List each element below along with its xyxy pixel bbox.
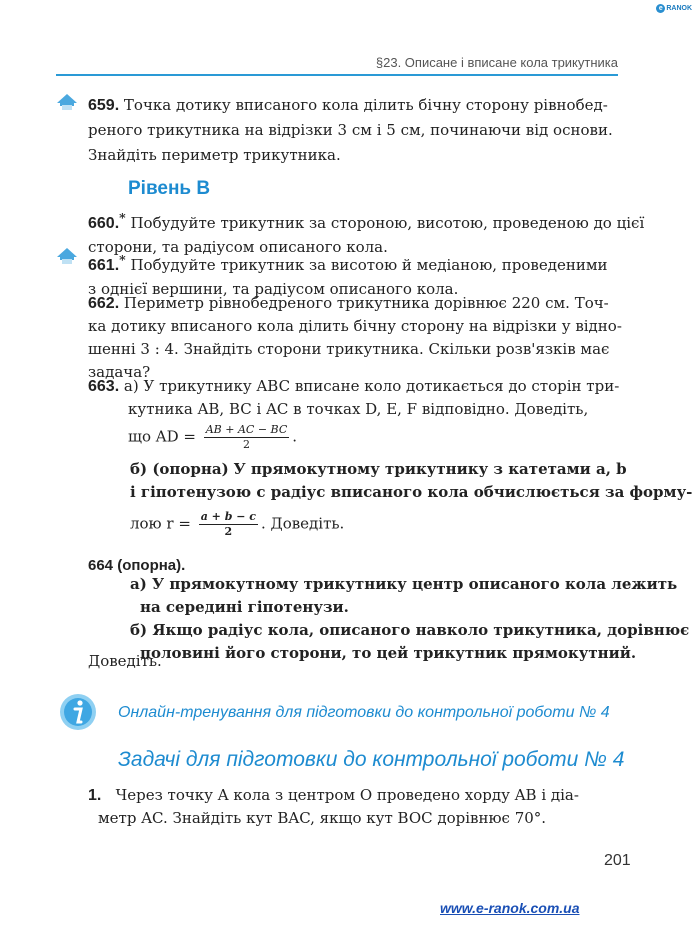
prove-text: Доведіть. xyxy=(88,652,162,670)
fraction-numerator: a + b − c xyxy=(200,510,256,523)
text-line: . xyxy=(292,427,298,446)
fraction xyxy=(199,510,258,539)
text-line: і гіпотенузою c радіус вписаного кола обчислюється за форму- xyxy=(130,483,693,501)
problem-664-body xyxy=(130,573,689,665)
home-task-icon xyxy=(56,247,78,267)
problem-number: 659. xyxy=(88,97,120,114)
text-line: реного трикутника на відрізки 3 см і 5 см, починаючи від основи. xyxy=(88,121,613,139)
fraction-numerator: AB + AC − BC xyxy=(205,423,288,436)
fraction-denominator: 2 xyxy=(224,525,233,538)
text-line: що AD = xyxy=(128,427,196,446)
text-line: на середині гіпотенузи. xyxy=(140,598,349,616)
level-heading: Рівень В xyxy=(128,178,211,199)
text-line: з однієї вершини, та радіусом описаного кола. xyxy=(88,280,459,298)
problem-664 xyxy=(88,555,185,574)
text-line: У прямокутному трикутнику з катетами a, b xyxy=(233,460,627,478)
option-label: б) (опорна) xyxy=(130,460,229,478)
home-task-icon xyxy=(56,93,78,113)
problem-663 xyxy=(88,375,619,452)
text-line: а) У трикутнику ABC вписане коло дотикається до сторін три- xyxy=(123,377,620,395)
text-line: Побудуйте трикутник за висотою й медіаною, проведеними xyxy=(130,256,608,274)
page-number: 201 xyxy=(604,852,631,869)
website-link[interactable]: www.e-ranok.com.ua xyxy=(440,900,580,916)
text-line: лою r = xyxy=(130,514,191,533)
text-line: б) Якщо радіус кола, описаного навколо трикутника, дорівнює xyxy=(130,621,690,639)
problem-663-b xyxy=(130,458,692,539)
problem-659 xyxy=(88,94,613,167)
section-title: Задачі для підготовки до контрольної роботи № 4 xyxy=(118,748,625,771)
logo-text: RANOK xyxy=(666,5,692,12)
problem-number: 662. xyxy=(88,295,120,312)
info-icon xyxy=(58,692,98,732)
text-line: метр AC. Знайдіть кут BAC, якщо кут BOC дорівнює 70°. xyxy=(98,809,547,827)
text-line: Периметр рівнобедреного трикутника дорівнює 220 см. Точ- xyxy=(123,294,609,312)
text-line: а) У прямокутному трикутнику центр описаного кола лежить xyxy=(130,575,678,593)
text-line: Точка дотику вписаного кола ділить бічну сторону рівнобед- xyxy=(123,96,608,114)
star-mark: * xyxy=(119,252,126,267)
star-mark: * xyxy=(119,210,126,225)
text-line: задача? xyxy=(88,363,151,381)
text-line: Знайдіть периметр трикутника. xyxy=(88,146,341,164)
text-line: ка дотику вписаного кола ділить бічну сторону на відрізки у відно- xyxy=(88,317,622,335)
text-line: сторони, та радіусом описаного кола. xyxy=(88,238,388,256)
problem-number: 1. xyxy=(88,787,102,804)
problem-number: 660. xyxy=(88,215,120,232)
fraction-denominator: 2 xyxy=(242,438,250,451)
problem-662 xyxy=(88,292,622,384)
publisher-logo xyxy=(656,4,692,13)
header-rule xyxy=(56,74,618,76)
running-header: §23. Описане і вписане кола трикутника xyxy=(375,55,618,70)
problem-number: 661. xyxy=(88,257,120,274)
text-line: Через точку A кола з центром O проведено хорду AB і діа- xyxy=(115,786,579,804)
text-line: кутника AB, BC і AC в точках D, E, F відповідно. Доведіть, xyxy=(128,400,589,418)
fraction xyxy=(204,423,290,452)
online-training-link[interactable]: Онлайн-тренування для підготовки до контрольної роботи № 4 xyxy=(118,704,610,721)
text-line: Побудуйте трикутник за стороною, висотою, проведеною до цієї xyxy=(130,214,645,232)
text-line: половині його сторони, то цей трикутник прямокутний. xyxy=(140,644,637,662)
text-line: . Доведіть. xyxy=(260,514,345,533)
logo-icon: e xyxy=(656,4,665,13)
text-line: шенні 3 : 4. Знайдіть сторони трикутника. Скільки розв'язків має xyxy=(88,340,610,358)
problem-number: 663. xyxy=(88,378,120,395)
problem-1 xyxy=(88,784,579,830)
problem-number: 664 (опорна). xyxy=(88,557,186,574)
